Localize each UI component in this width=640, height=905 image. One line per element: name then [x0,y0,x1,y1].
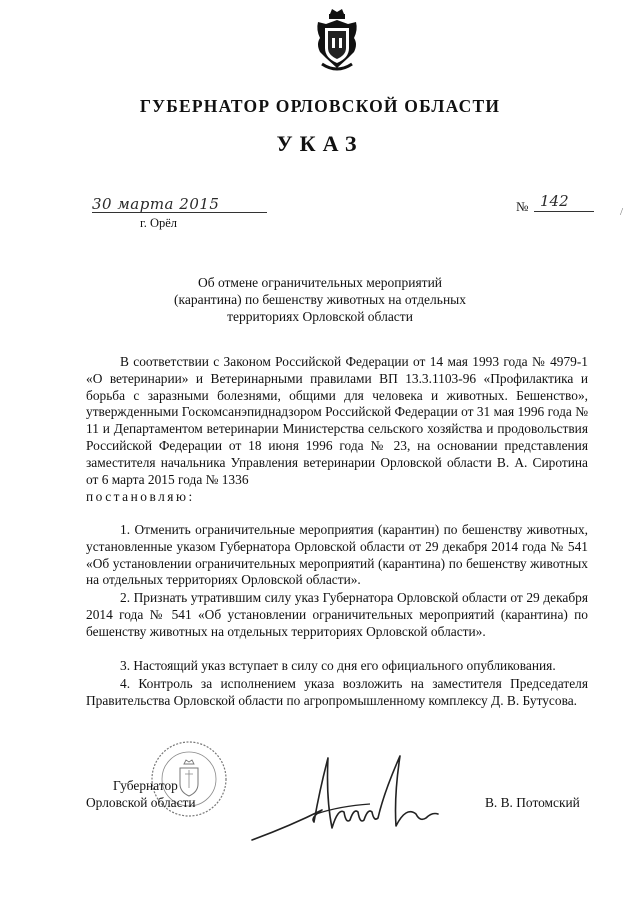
document-city: г. Орёл [140,216,178,230]
margin-mark: / [620,206,624,218]
signer-name: В. В. Потомский [485,795,580,810]
title-line: (карантина) по бешенству животных на отдельных [173,292,466,307]
date-underline [92,212,267,213]
document-type-heading: УКАЗ [276,131,364,156]
number-underline [534,211,594,212]
title-line: Об отмене ограничительных мероприятий [197,275,443,290]
decree-word: постановляю: [86,489,195,504]
document-date: 30 марта 2015 [92,195,220,213]
handwritten-signature-icon [250,748,440,848]
document-number-value: 142 [540,192,569,210]
decree-item-1: 1. Отменить ограничительные мероприятия (карантин) по бешенству животных, установленные указом Губернатора Орловской области от 29 декабря 2014 года № 541 «Об установлении ограничительных мероприятий (карантина) по бешенству животных на отдельных территориях Орловской области». [86,522,588,588]
coat-of-arms-icon [312,8,362,74]
document-title [150,274,490,325]
issuer-heading: ГУБЕРНАТОР ОРЛОВСКОЙ ОБЛАСТИ [139,96,501,116]
preamble-paragraph: В соответствии с Законом Российской Федерации от 14 мая 1993 года № 4979-1 «О ветеринарии» и Ветеринарными правилами ВП 13.3.1103-96 «Профилактика и борьба с заразными болезнями, общими для человека и животных. Бешенство», утвержденными Госкомсанэпиднадзором Российской Федерации от 31 мая 1996 года № 11 и Департаментом ветеринарии Министерства сельского хозяйства и продовольствия Российской Федерации от 18 июня 1996 года № 23, на основании представления заместителя начальника Управления ветеринарии Орловской области В. А. Сиротина от 6 марта 2015 года № 1336 [86,354,588,487]
decree-item-4: 4. Контроль за исполнением указа возложить на заместителя Председателя Правительства Орловской области по агропромышленному комплексу Д. В. Бутусова. [86,676,588,708]
decree-item-2: 2. Признать утратившим силу указ Губернатора Орловской области от 29 декабря 2014 года № 541 «Об установлении ограничительных мероприятий (карантина) по бешенству животных на отдельных территориях Орловской области». [86,590,588,639]
title-line: территориях Орловской области [227,309,413,324]
signer-position-line-2: Орловской области [86,795,196,810]
document-number-label: № [516,199,529,214]
decree-item-3: 3. Настоящий указ вступает в силу со дня его официального опубликования. [120,658,556,673]
signer-position-line-1: Губернатор [113,778,178,793]
